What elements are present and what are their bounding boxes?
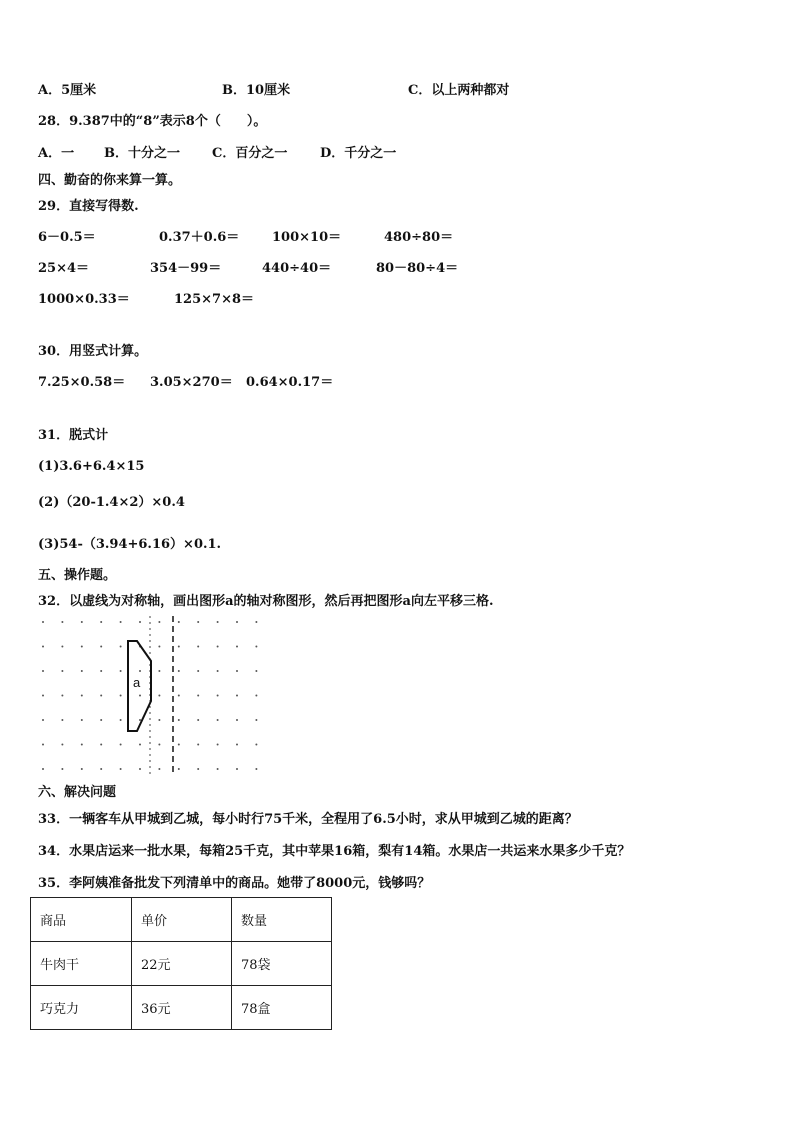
grid-dot [158,621,160,623]
grid-dot [197,646,199,648]
grid-dot [42,646,44,648]
grid-dot [197,695,199,697]
grid-dot [42,621,44,623]
grid-dot [81,670,83,672]
grid-dot [139,695,141,697]
grid-dot [61,744,63,746]
grid-dot [178,768,180,770]
grid-dot [255,670,257,672]
grid-dot [81,621,83,623]
grid-dot [236,695,238,697]
grid-dot [61,646,63,648]
grid-dot [139,744,141,746]
grid-dot [120,670,122,672]
q28-option-a: A．一 [38,146,75,161]
q29-item: 354－99＝ [150,261,222,276]
table-row [31,942,332,986]
table-header-row [31,898,332,942]
q29-stem: 29．直接写得数. [38,199,139,214]
q33-stem: 33．一辆客车从甲城到乙城，每小时行75千米，全程用了6.5小时，求从甲城到乙城的距离？ [38,812,578,827]
grid-dot [178,744,180,746]
table-cell: 78袋 [232,942,332,986]
q29-item: 100×10＝ [272,230,342,245]
grid-dot [81,695,83,697]
table-header-cell: 数量 [232,898,332,942]
q29-item: 1000×0.33＝ [38,292,130,307]
q31-stem: 31．脱式计 [38,428,109,443]
grid-dot [42,695,44,697]
table-header-cell: 商品 [31,898,132,942]
grid-dot [120,621,122,623]
grid-dot [61,768,63,770]
grid-dot [236,621,238,623]
q28-stem: 28．9.387中的“8”表示8个（ ）。 [38,114,267,129]
q27-option-c: C．以上两种都对 [408,83,510,98]
grid-dot [158,768,160,770]
grid-dot [197,744,199,746]
grid-dot [255,646,257,648]
grid-dot [81,744,83,746]
grid-dot [236,719,238,721]
grid-dot [158,646,160,648]
grid-dot [158,744,160,746]
grid-dot [120,744,122,746]
q29-item: 80－80÷4＝ [376,261,459,276]
section4-title: 四、勤奋的你来算一算。 [38,173,182,188]
grid-dot [100,621,102,623]
grid-dot [158,670,160,672]
shape-label-a: a [133,675,141,690]
table-cell: 22元 [132,942,232,986]
grid-dot [255,695,257,697]
dot-grid-figure [36,614,268,778]
grid-dot [81,719,83,721]
grid-dot [120,646,122,648]
grid-dot [255,621,257,623]
grid-dot [81,646,83,648]
grid-dot [42,719,44,721]
grid-dot [120,695,122,697]
q32-stem: 32．以虚线为对称轴，画出图形a的轴对称图形，然后再把图形a向左平移三格. [38,594,494,609]
table-cell: 巧克力 [31,986,132,1030]
grid-dot [236,744,238,746]
grid-dot [197,719,199,721]
grid-dot [178,719,180,721]
grid-dot [236,670,238,672]
section6-title: 六、解决问题 [38,785,117,800]
grid-dot [197,670,199,672]
q30-stem: 30．用竖式计算。 [38,344,148,359]
q31-item: (1)3.6+6.4×15 [38,459,145,474]
grid-dot [81,768,83,770]
q27-option-a: A．5厘米 [38,83,97,98]
grid-dot [42,670,44,672]
grid-dot [42,744,44,746]
grid-dot [139,670,141,672]
grid-dot [158,719,160,721]
q30-item: 7.25×0.58＝ [38,375,126,390]
grid-dot [100,670,102,672]
q29-item: 6－0.5＝ [38,230,96,245]
grid-dot [217,768,219,770]
section5-title: 五、操作题。 [38,568,117,583]
q30-item: 3.05×270＝ [150,375,233,390]
grid-dot [42,768,44,770]
grid-dot [217,695,219,697]
q30-item: 0.64×0.17＝ [246,375,334,390]
grid-dot [61,670,63,672]
grid-dot [100,744,102,746]
grid-dot [61,621,63,623]
grid-dot [217,621,219,623]
grid-dot [197,768,199,770]
grid-dot [178,621,180,623]
q34-stem: 34．水果店运来一批水果，每箱25千克，其中苹果16箱，梨有14箱。水果店一共运来水果多少千克？ [38,844,631,859]
q29-item: 480÷80＝ [384,230,454,245]
q28-option-b: B．十分之一 [104,146,180,161]
q35-stem: 35．李阿姨准备批发下列清单中的商品。她带了8000元，钱够吗？ [38,876,431,891]
grid-dot [197,621,199,623]
grid-dot [255,719,257,721]
q31-item: (2)（20-1.4×2）×0.4 [38,495,185,510]
q29-item: 125×7×8＝ [174,292,255,307]
grid-dot [139,719,141,721]
grid-dot [120,719,122,721]
grid-dot [139,621,141,623]
grid-dot [100,768,102,770]
table-cell: 牛肉干 [31,942,132,986]
q28-option-d: D．千分之一 [320,146,397,161]
grid-dot [100,719,102,721]
table-cell: 78盒 [232,986,332,1030]
q27-option-b: B．10厘米 [222,83,291,98]
grid-dot [217,646,219,648]
q29-item: 0.37＋0.6＝ [159,230,240,245]
q29-item: 25×4＝ [38,261,90,276]
grid-dot [217,744,219,746]
grid-dot [100,646,102,648]
grid-dot [217,670,219,672]
grid-dot [236,646,238,648]
q31-item: (3)54-（3.94+6.16）×0.1. [38,537,222,552]
grid-dot [100,695,102,697]
grid-dot [178,695,180,697]
table-cell: 36元 [132,986,232,1030]
grid-dot [61,719,63,721]
grid-dot [139,768,141,770]
grid-dot [255,744,257,746]
grid-dot [158,695,160,697]
grid-dot [178,670,180,672]
grid-dot [217,719,219,721]
grid-dot [178,646,180,648]
q28-option-c: C．百分之一 [212,146,288,161]
grid-dot [120,768,122,770]
grid-dot [236,768,238,770]
q29-item: 440÷40＝ [262,261,332,276]
goods-table [30,897,332,1030]
grid-dot [255,768,257,770]
table-header-cell: 单价 [132,898,232,942]
table-row [31,986,332,1030]
grid-dot [61,695,63,697]
